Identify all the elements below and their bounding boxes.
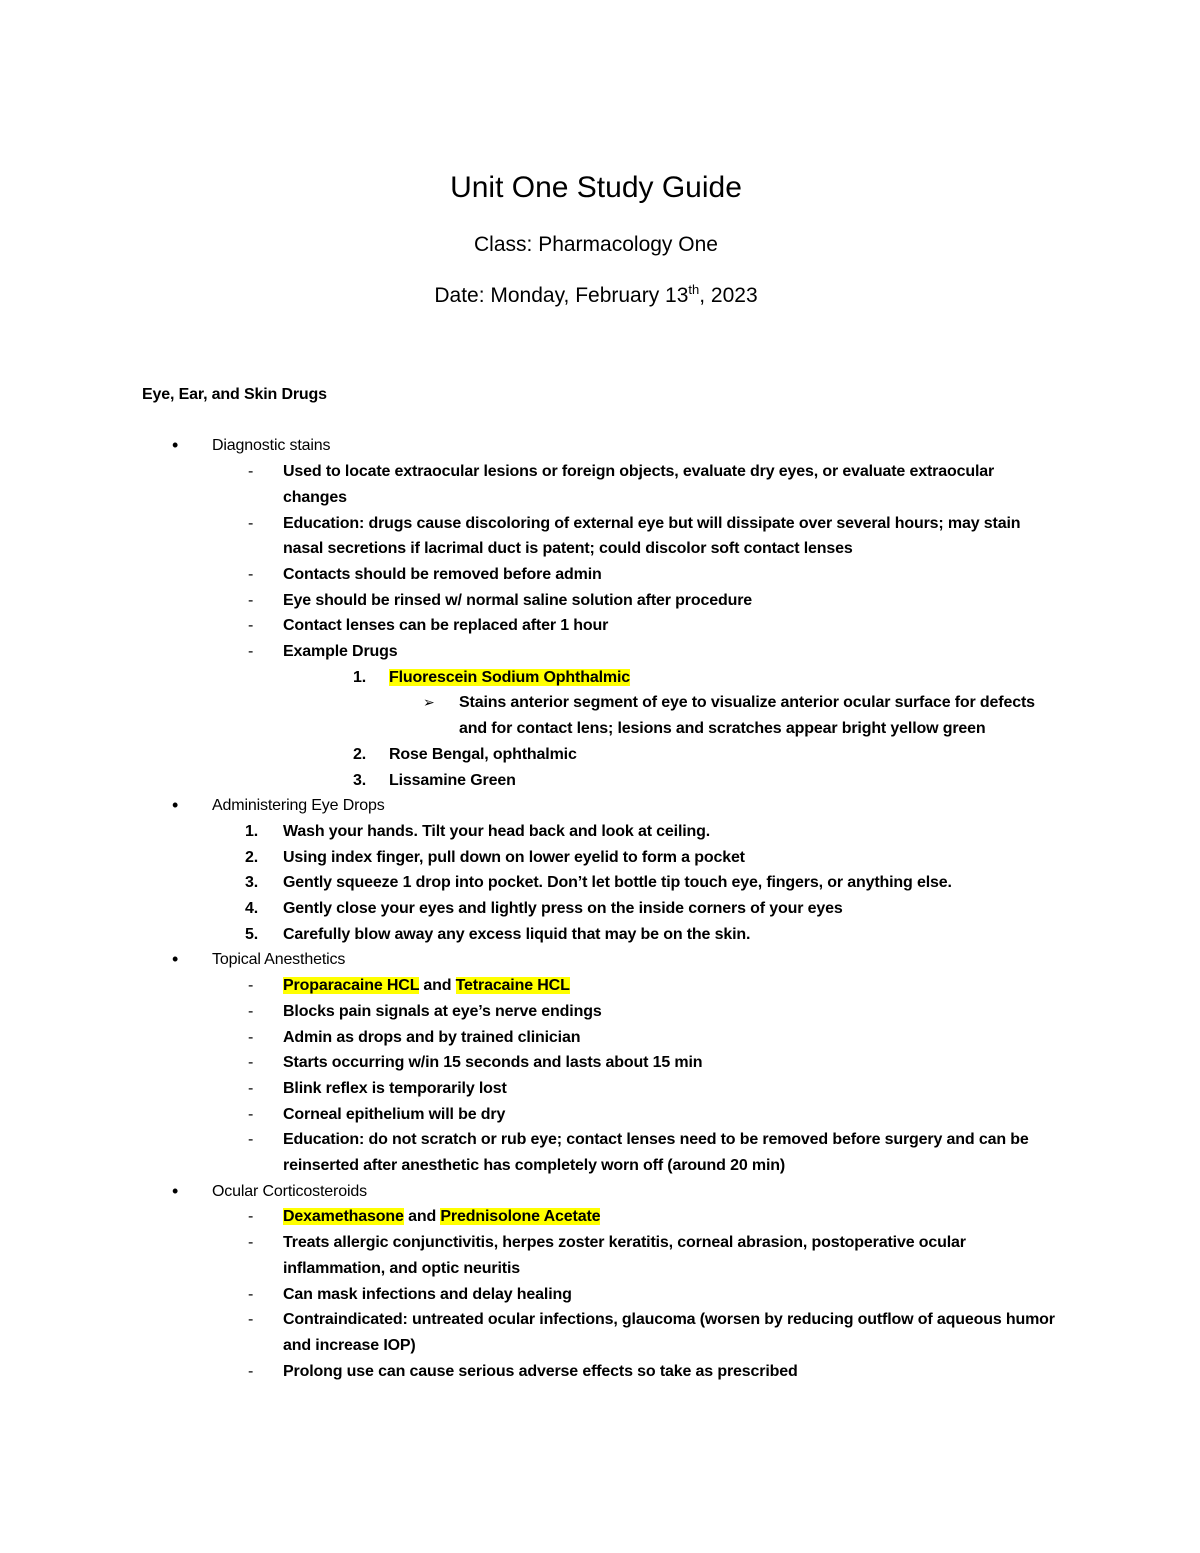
item-text: Used to locate extraocular lesions or foreign objects, evaluate dry eyes, or evaluate extraocular changes (283, 463, 995, 506)
step-number: 1. (245, 822, 259, 840)
list-item (142, 1050, 1062, 1076)
highlighted-drug-name: Proparacaine HCL (283, 977, 420, 995)
item-number: 3. (353, 771, 367, 789)
step-text: Wash your hands. Tilt your head back and look at ceiling. (283, 822, 711, 840)
list-item (142, 613, 1062, 639)
drug-name: Lissamine Green (389, 771, 516, 789)
dash-icon: - (248, 1234, 254, 1252)
page-title: Unit One Study Guide (450, 171, 742, 204)
list-item (142, 973, 1062, 999)
drug-item (142, 742, 1062, 768)
step-number: 3. (245, 874, 259, 892)
highlighted-drug-name: Prednisolone Acetate (440, 1208, 601, 1226)
item-text: Education: drugs cause discoloring of external eye but will dissipate over several hours; may stain nasal secretions if lacrimal duct is patent; could discolor soft contact lenses (283, 514, 1021, 558)
topic-label: Administering Eye Drops (212, 797, 385, 815)
step-item (142, 870, 1062, 896)
step-number: 5. (245, 925, 259, 943)
item-text: Eye should be rinsed w/ normal saline solution after procedure (283, 591, 753, 609)
highlighted-drug-name: Fluorescein Sodium Ophthalmic (389, 668, 631, 686)
list-item (142, 999, 1062, 1025)
list-item (142, 639, 1062, 665)
list-item (142, 1102, 1062, 1128)
step-item (142, 896, 1062, 922)
item-number: 1. (353, 668, 367, 686)
step-item (142, 845, 1062, 871)
list-item (142, 1204, 1062, 1230)
step-number: 4. (245, 900, 259, 918)
drug-item (142, 768, 1062, 794)
list-item (142, 1359, 1062, 1385)
topic-label: Diagnostic stains (212, 437, 331, 455)
date-prefix: Date: Monday, February 13 (434, 284, 689, 307)
list-item (142, 1282, 1062, 1308)
step-item (142, 819, 1062, 845)
dash-icon: - (248, 1002, 254, 1020)
item-text: Blink reflex is temporarily lost (283, 1079, 507, 1097)
topic-topical-anesthetics (142, 947, 1062, 973)
bullet-icon: • (172, 435, 179, 456)
item-text: Contacts should be removed before admin (283, 565, 602, 583)
bullet-icon: • (172, 1180, 179, 1201)
item-text: Admin as drops and by trained clinician (283, 1028, 581, 1046)
topic-ocular-corticosteroids (142, 1179, 1062, 1205)
dash-icon: - (248, 1054, 254, 1072)
study-guide-body (142, 382, 1062, 1384)
dash-icon: - (248, 617, 254, 635)
dash-icon: - (248, 1028, 254, 1046)
item-text: Can mask infections and delay healing (283, 1285, 572, 1303)
bullet-icon: • (172, 949, 179, 970)
dash-icon: - (248, 1208, 254, 1226)
item-text: Education: do not scratch or rub eye; contact lenses need to be removed before surgery and can be reinserted after anesthetic has completely worn off (around 20 min) (283, 1131, 1029, 1175)
list-item (142, 562, 1062, 588)
highlighted-drug-name: Tetracaine HCL (455, 977, 570, 995)
topic-diagnostic-stains (142, 433, 1062, 459)
step-item (142, 922, 1062, 948)
arrow-bullet-icon: ➢ (423, 694, 435, 711)
list-item (142, 1307, 1062, 1358)
step-text: Gently close your eyes and lightly press on the inside corners of your eyes (283, 900, 843, 918)
item-text: Treats allergic conjunctivitis, herpes zoster keratitis, corneal abrasion, postoperative ocular inflammation, and optic neuritis (283, 1234, 966, 1277)
item-text: Corneal epithelium will be dry (283, 1105, 506, 1123)
dash-icon: - (248, 1285, 254, 1303)
topic-label: Topical Anesthetics (212, 951, 346, 969)
item-text: Contact lenses can be replaced after 1 hour (283, 617, 609, 635)
dash-icon: - (248, 514, 254, 532)
item-text: Starts occurring w/in 15 seconds and lasts about 15 min (283, 1054, 703, 1072)
joiner-text: and (403, 1208, 441, 1226)
dash-icon: - (248, 565, 254, 583)
drug-note (142, 690, 1062, 741)
list-item (142, 1076, 1062, 1102)
step-number: 2. (245, 848, 259, 866)
section-heading: Eye, Ear, and Skin Drugs (142, 386, 327, 403)
dash-icon: - (248, 977, 254, 995)
bullet-icon: • (172, 795, 179, 816)
class-line: Class: Pharmacology One (474, 233, 718, 256)
dash-icon: - (248, 1105, 254, 1123)
dash-icon: - (248, 463, 254, 481)
step-text: Using index finger, pull down on lower eyelid to form a pocket (283, 848, 745, 866)
item-text: Contraindicated: untreated ocular infections, glaucoma (worsen by reducing outflow of aqueous humor and increase IOP) (283, 1311, 1055, 1354)
list-item (142, 1127, 1062, 1178)
item-text: Example Drugs (283, 643, 398, 661)
dash-icon: - (248, 1362, 254, 1380)
item-text: Prolong use can cause serious adverse effects so take as prescribed (283, 1362, 798, 1380)
date-suffix: , 2023 (699, 284, 758, 307)
dash-icon: - (248, 1311, 254, 1329)
list-item (142, 459, 1062, 510)
topic-label: Ocular Corticosteroids (212, 1182, 367, 1200)
list-item (142, 1230, 1062, 1281)
dash-icon: - (248, 1131, 254, 1149)
drug-item (142, 665, 1062, 691)
step-text: Gently squeeze 1 drop into pocket. Don’t let bottle tip touch eye, fingers, or anything else. (283, 874, 952, 892)
joiner-text: and (419, 977, 456, 995)
date-line (0, 281, 1192, 311)
list-item (142, 1025, 1062, 1051)
drug-name: Rose Bengal, ophthalmic (389, 745, 577, 763)
date-superscript: th (688, 282, 700, 297)
topic-administering-eye-drops (142, 793, 1062, 819)
dash-icon: - (248, 591, 254, 609)
dash-icon: - (248, 643, 254, 661)
dash-icon: - (248, 1079, 254, 1097)
note-text: Stains anterior segment of eye to visualize anterior ocular surface for defects and for contact lens; lesions and scratches appear bright yellow green (459, 694, 1035, 738)
list-item (142, 588, 1062, 614)
item-number: 2. (353, 745, 367, 763)
step-text: Carefully blow away any excess liquid that may be on the skin. (283, 925, 751, 943)
highlighted-drug-name: Dexamethasone (283, 1208, 404, 1226)
item-text: Blocks pain signals at eye’s nerve endings (283, 1002, 602, 1020)
list-item (142, 511, 1062, 562)
